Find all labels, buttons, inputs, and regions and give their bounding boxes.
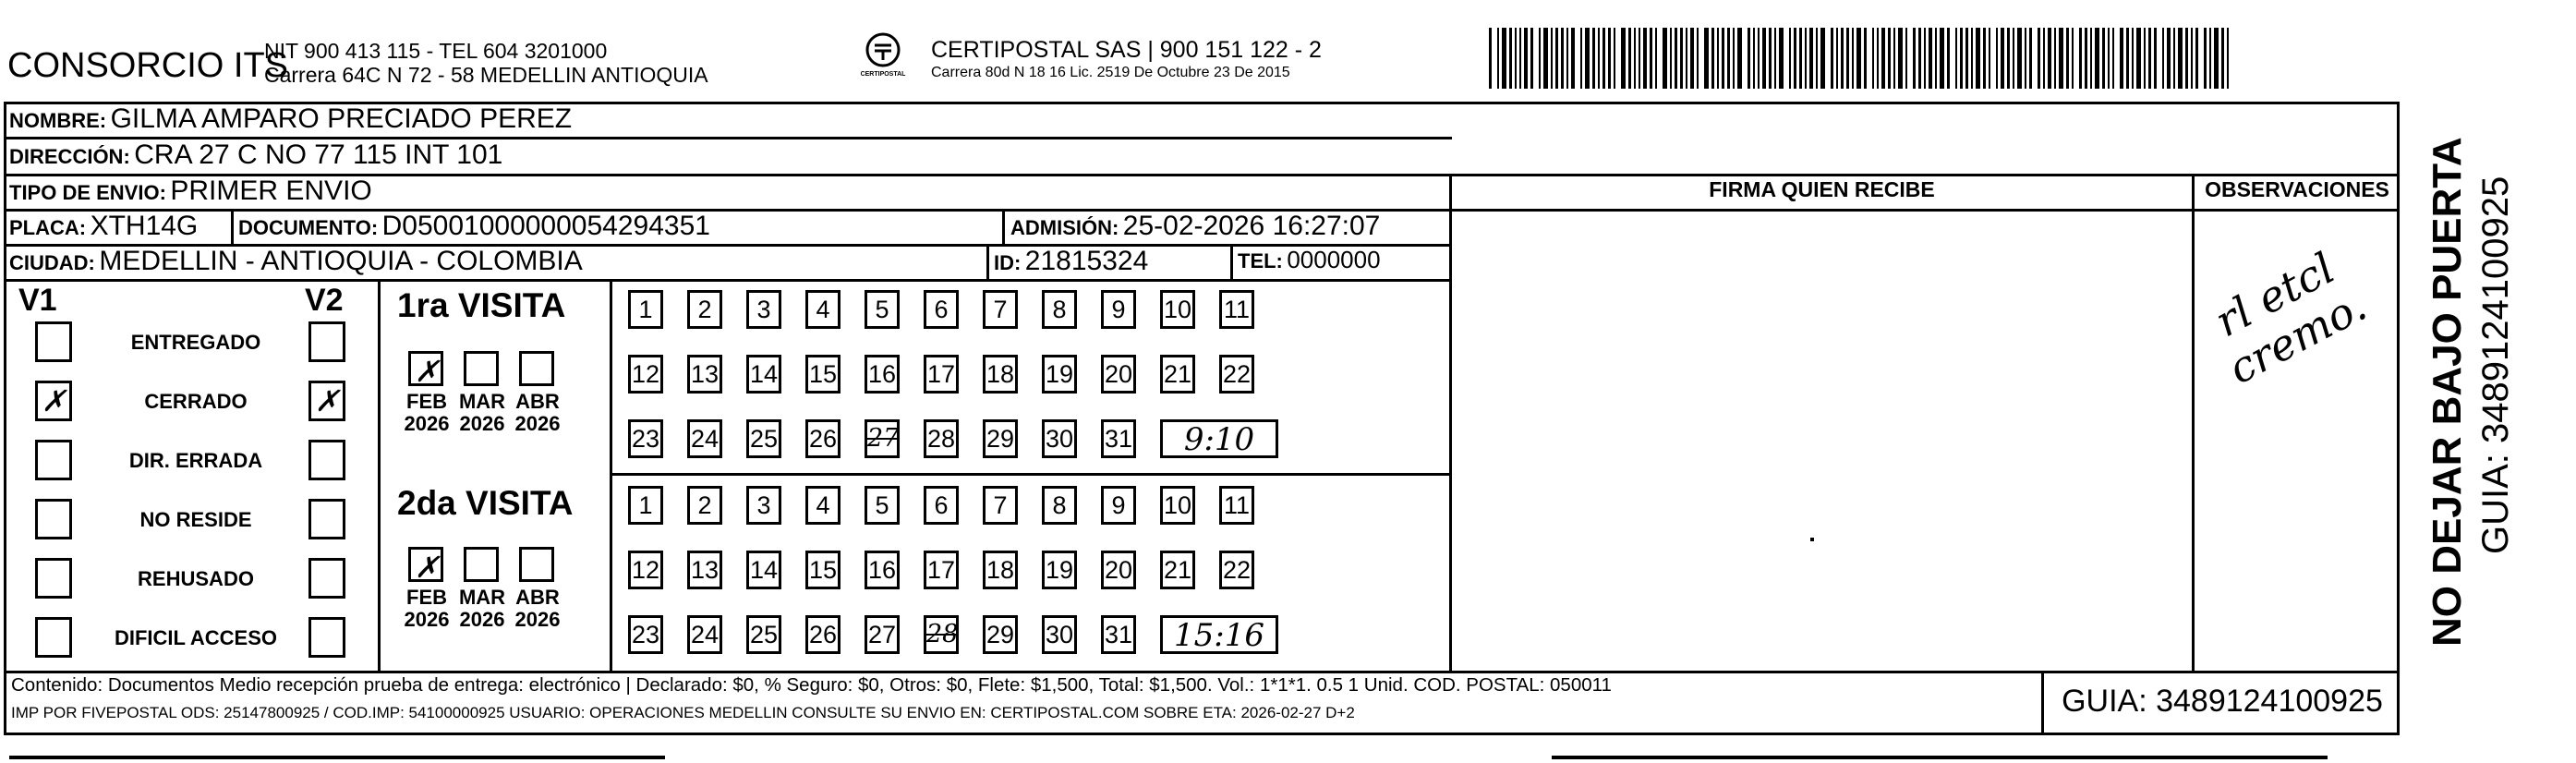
documento-label: DOCUMENTO: <box>238 216 379 239</box>
company-nit: NIT 900 413 115 - TEL 604 3201000 <box>264 39 608 63</box>
barcode-bar <box>2162 28 2164 89</box>
day-box: 31 <box>1101 615 1136 654</box>
barcode-bar <box>2185 28 2188 89</box>
visit2-title: 2da VISITA <box>397 484 574 522</box>
day-box: 31 <box>1101 419 1136 458</box>
tipo-label: TIPO DE ENVIO: <box>9 181 166 204</box>
day-box: 11 <box>1219 290 1254 329</box>
barcode-bar <box>2227 28 2229 89</box>
barcode-bar <box>1489 28 1492 89</box>
barcode-bar <box>1539 28 1541 89</box>
barcode-bar <box>1634 28 1636 89</box>
nombre-value: GILMA AMPARO PRECIADO PEREZ <box>110 103 573 134</box>
barcode-bar <box>1753 28 1755 89</box>
barcode-bar <box>2173 28 2175 89</box>
ciudad-row <box>9 246 583 277</box>
barcode-bar <box>1663 28 1667 89</box>
barcode-bar <box>1913 28 1916 89</box>
day-box: 8 <box>1042 290 1077 329</box>
day-box: 23 <box>628 419 663 458</box>
day-box: 22 <box>1219 355 1254 394</box>
id-label: ID: <box>994 251 1022 274</box>
barcode-bar <box>1628 28 1631 89</box>
v1-checkbox <box>35 617 72 658</box>
barcode-bar <box>1831 28 1833 89</box>
barcode-bar <box>2154 28 2157 89</box>
documento-row <box>238 211 710 242</box>
ciudad-value: MEDELLIN - ANTIOQUIA - COLOMBIA <box>99 246 583 276</box>
placa-row <box>9 211 198 242</box>
barcode-bar <box>1737 28 1742 89</box>
barcode-bar <box>2025 28 2026 89</box>
barcode-bar <box>1940 28 1944 89</box>
year-label: 2026 <box>404 412 450 435</box>
barcode-bar <box>2001 28 2004 89</box>
day-box: 1 <box>628 290 663 329</box>
barcode-bar <box>1947 28 1950 89</box>
month-checkbox <box>464 351 499 386</box>
barcode-bar <box>1888 28 1891 89</box>
barcode-bar <box>2195 28 2198 89</box>
month-label: MAR <box>458 390 506 413</box>
day-box: 1 <box>628 486 663 525</box>
barcode-bar <box>1571 28 1575 89</box>
barcode-bar <box>1852 28 1854 89</box>
day-box: 19 <box>1042 355 1077 394</box>
day-box: 21 <box>1160 355 1195 394</box>
visit-time: 9:10 <box>1160 419 1278 458</box>
day-box: 12 <box>628 551 663 589</box>
barcode-bar <box>1881 28 1885 89</box>
barcode-bar <box>1509 28 1512 89</box>
day-box: 7 <box>983 290 1018 329</box>
day-box: 7 <box>983 486 1018 525</box>
day-box: 2 <box>687 290 722 329</box>
day-box: 9 <box>1101 290 1136 329</box>
barcode-bar <box>2132 28 2134 89</box>
v2-checkbox <box>308 440 345 480</box>
check-mark-icon: ✗ <box>414 550 440 585</box>
day-box: 23 <box>628 615 663 654</box>
footer-content: Contenido: Documentos Medio recepción prueba de entrega: electrónico | Declarado: $0, % Seguro: $0, Otros: $0, Flete: $1,500, Total: $1,500. Vol.: 1*1*1. 0.5 1 Unid. COD. POSTAL: 050011 <box>11 674 1612 696</box>
barcode-bar <box>1614 28 1615 89</box>
direccion-label: DIRECCIÓN: <box>9 145 130 168</box>
side-guia: GUIA: 3489124100925 <box>2475 176 2516 554</box>
tel-value: 0000000 <box>1287 246 1381 273</box>
status-reason: NO RESIDE <box>139 508 252 531</box>
barcode-bar <box>1502 28 1506 89</box>
barcode-bar <box>1965 28 1968 89</box>
id-row <box>994 246 1148 277</box>
barcode-bar <box>2043 28 2045 89</box>
barcode-bar <box>2204 28 2207 89</box>
day-box: 17 <box>924 355 959 394</box>
v2-checkbox <box>308 499 345 539</box>
barcode-bar <box>1690 28 1694 89</box>
barcode-bar <box>2144 28 2146 89</box>
barcode-bar <box>1686 28 1687 89</box>
barcode-bar <box>1598 28 1600 89</box>
day-box: 13 <box>687 551 722 589</box>
barcode-bar <box>1769 28 1772 89</box>
barcode-bar <box>1639 28 1640 89</box>
observaciones-handwritten: rl etcl cremo. <box>2207 242 2375 394</box>
barcode-bar <box>2214 28 2219 89</box>
day-box: 14 <box>746 551 781 589</box>
barcode-bar <box>1983 28 1986 89</box>
barcode-bar <box>1551 28 1553 89</box>
day-box: 21 <box>1160 551 1195 589</box>
signature-mark <box>1810 538 1814 541</box>
barcode-bar <box>1779 28 1784 89</box>
day-box: 10 <box>1160 290 1195 329</box>
day-box: 2 <box>687 486 722 525</box>
ciudad-label: CIUDAD: <box>9 251 95 274</box>
month-checkbox <box>519 547 554 582</box>
barcode-bar <box>1762 28 1766 89</box>
barcode-bar <box>2191 28 2193 89</box>
company-name: CONSORCIO ITS <box>7 46 289 85</box>
barcode-bar <box>1585 28 1590 89</box>
certipostal-logo <box>855 31 911 87</box>
barcode-bar <box>2108 28 2110 89</box>
day-box: 5 <box>865 290 900 329</box>
tel-label: TEL: <box>1238 249 1283 272</box>
day-box: 27 <box>865 615 900 654</box>
check-mark-icon: ✗ <box>314 383 340 418</box>
day-box: 3 <box>746 290 781 329</box>
day-box: 13 <box>687 355 722 394</box>
day-box: 27 <box>865 419 900 458</box>
barcode-bar <box>1748 28 1750 89</box>
barcode-bar <box>1960 28 1963 89</box>
barcode-bar <box>2148 28 2151 89</box>
day-box: 24 <box>687 419 722 458</box>
day-box: 3 <box>746 486 781 525</box>
carrier-address: Carrera 80d N 18 16 Lic. 2519 De Octubre 23 De 2015 <box>931 65 1290 80</box>
nombre-row <box>9 103 572 135</box>
year-label: 2026 <box>459 608 505 631</box>
barcode-bar <box>2095 28 2099 89</box>
day-box: 28 <box>924 615 959 654</box>
barcode-bar <box>1898 28 1903 89</box>
v1-checkbox <box>35 381 72 421</box>
barcode-bar <box>2178 28 2183 89</box>
day-box: 20 <box>1101 551 1136 589</box>
visit1-title: 1ra VISITA <box>397 286 566 324</box>
day-box: 18 <box>983 355 1018 394</box>
status-reason: DIFICIL ACCESO <box>114 626 277 649</box>
direccion-value: CRA 27 C NO 77 115 INT 101 <box>134 139 503 170</box>
barcode-bar <box>1519 28 1521 89</box>
certipostal-logo-icon <box>863 31 903 68</box>
barcode-bar <box>1704 28 1709 89</box>
placa-label: PLACA: <box>9 216 87 239</box>
barcode <box>1489 28 2232 89</box>
barcode-bar <box>1722 28 1724 89</box>
year-label: 2026 <box>459 412 505 435</box>
month-label: FEB <box>406 390 447 413</box>
barcode-bar <box>2112 28 2114 89</box>
barcode-bar <box>2017 28 2022 89</box>
day-box: 12 <box>628 355 663 394</box>
day-box: 18 <box>983 551 1018 589</box>
day-box: 19 <box>1042 551 1077 589</box>
day-box: 15 <box>805 551 841 589</box>
day-box: 9 <box>1101 486 1136 525</box>
v2-checkbox <box>308 558 345 599</box>
barcode-bar <box>2221 28 2224 89</box>
barcode-bar <box>1799 28 1802 89</box>
barcode-bar <box>1608 28 1611 89</box>
barcode-bar <box>1543 28 1548 89</box>
day-box: 28 <box>924 419 959 458</box>
barcode-bar <box>2054 28 2056 89</box>
barcode-bar <box>2136 28 2141 89</box>
day-box: 26 <box>805 615 841 654</box>
month-checkbox <box>519 351 554 386</box>
barcode-bar <box>1816 28 1818 89</box>
barcode-bar <box>2167 28 2171 89</box>
admision-row <box>1010 211 1380 242</box>
barcode-bar <box>2038 28 2040 89</box>
barcode-bar <box>2090 28 2092 89</box>
day-box: 29 <box>983 615 1018 654</box>
month-label: FEB <box>406 586 447 609</box>
v2-checkbox <box>308 321 345 362</box>
day-box: 15 <box>805 355 841 394</box>
admision-label: ADMISIÓN: <box>1010 216 1119 239</box>
month-label: MAR <box>458 586 506 609</box>
month-checkbox <box>408 351 443 389</box>
barcode-bar <box>1918 28 1921 89</box>
day-box: 10 <box>1160 486 1195 525</box>
month-label: ABR <box>515 390 560 413</box>
barcode-bar <box>1805 28 1807 89</box>
barcode-bar <box>1580 28 1582 89</box>
barcode-bar <box>1976 28 1980 89</box>
v1-checkbox <box>35 558 72 599</box>
v2-checkbox <box>308 617 345 658</box>
barcode-bar <box>1733 28 1735 89</box>
carrier-name: CERTIPOSTAL SAS | 900 151 122 - 2 <box>931 37 1322 63</box>
day-box: 6 <box>924 486 959 525</box>
barcode-bar <box>1789 28 1791 89</box>
tipo-row <box>9 176 372 207</box>
direccion-row <box>9 139 502 171</box>
barcode-bar <box>1650 28 1652 89</box>
day-box: 29 <box>983 419 1018 458</box>
documento-value: D05001000000054294351 <box>381 211 710 241</box>
day-box: 26 <box>805 419 841 458</box>
barcode-bar <box>1621 28 1626 89</box>
barcode-bar <box>1697 28 1699 89</box>
barcode-bar <box>2126 28 2129 89</box>
day-box: 11 <box>1219 486 1254 525</box>
day-box: 30 <box>1042 615 1077 654</box>
barcode-bar <box>1561 28 1564 89</box>
barcode-bar <box>2102 28 2105 89</box>
status-reason: REHUSADO <box>138 567 254 590</box>
year-label: 2026 <box>404 608 450 631</box>
day-box: 16 <box>865 551 900 589</box>
barcode-bar <box>1774 28 1776 89</box>
logo-text: CERTIPOSTAL <box>860 71 906 78</box>
v1-label: V1 <box>18 283 57 318</box>
barcode-bar <box>1905 28 1907 89</box>
day-box: 30 <box>1042 419 1077 458</box>
day-box: 5 <box>865 486 900 525</box>
check-mark-icon: ✗ <box>41 383 67 418</box>
firma-header: FIRMA QUIEN RECIBE <box>1709 177 1935 201</box>
barcode-bar <box>1820 28 1825 89</box>
day-box: 22 <box>1219 551 1254 589</box>
year-label: 2026 <box>514 412 561 435</box>
barcode-bar <box>1758 28 1760 89</box>
barcode-bar <box>1680 28 1683 89</box>
admision-value: 25-02-2026 16:27:07 <box>1122 211 1381 241</box>
id-value: 21815324 <box>1024 246 1149 276</box>
barcode-bar <box>1924 28 1926 89</box>
barcode-bar <box>1996 28 1998 89</box>
barcode-bar <box>1893 28 1895 89</box>
barcode-bar <box>1497 28 1499 89</box>
barcode-bar <box>1670 28 1672 89</box>
barcode-bar <box>1524 28 1528 89</box>
barcode-bar <box>1711 28 1714 89</box>
day-box: 25 <box>746 615 781 654</box>
month-checkbox <box>464 547 499 582</box>
barcode-bar <box>1856 28 1861 89</box>
day-box: 16 <box>865 355 900 394</box>
day-box: 6 <box>924 290 959 329</box>
barcode-bar <box>2085 28 2087 89</box>
v1-checkbox <box>35 440 72 480</box>
barcode-bar <box>1717 28 1719 89</box>
barcode-bar <box>1592 28 1595 89</box>
barcode-bar <box>1864 28 1867 89</box>
barcode-bar <box>1989 28 1990 89</box>
day-box: 14 <box>746 355 781 394</box>
barcode-bar <box>1675 28 1677 89</box>
barcode-bar <box>2079 28 2082 89</box>
check-mark-icon: ✗ <box>414 354 440 389</box>
barcode-bar <box>1935 28 1937 89</box>
v1-checkbox <box>35 499 72 539</box>
barcode-bar <box>2013 28 2014 89</box>
barcode-bar <box>1515 28 1517 89</box>
day-box: 4 <box>805 486 841 525</box>
barcode-bar <box>1809 28 1813 89</box>
barcode-bar <box>1872 28 1874 89</box>
barcode-bar <box>1929 28 1932 89</box>
barcode-bar <box>2209 28 2211 89</box>
month-checkbox <box>408 547 443 585</box>
barcode-bar <box>1602 28 1605 89</box>
barcode-bar <box>2029 28 2032 89</box>
barcode-bar <box>2072 28 2074 89</box>
barcode-bar <box>1555 28 1558 89</box>
barcode-bar <box>1971 28 1973 89</box>
barcode-bar <box>2120 28 2123 89</box>
tipo-value: PRIMER ENVIO <box>170 176 372 206</box>
observaciones-header: OBSERVACIONES <box>2205 177 2389 201</box>
barcode-bar <box>1727 28 1730 89</box>
barcode-bar <box>2059 28 2063 89</box>
footer-print-info: IMP POR FIVEPOSTAL ODS: 25147800925 / COD.IMP: 54100000925 USUARIO: OPERACIONES MEDELLIN CONSULTE SU ENVIO EN: CERTIPOSTAL.COM SOBRE ETA: 2026-02-27 D+2 <box>11 704 1355 721</box>
status-reason: CERRADO <box>144 390 248 413</box>
day-box: 8 <box>1042 486 1077 525</box>
barcode-bar <box>2066 28 2069 89</box>
company-address: Carrera 64C N 72 - 58 MEDELLIN ANTIOQUIA <box>264 63 708 87</box>
tel-row <box>1238 246 1381 274</box>
day-box: 17 <box>924 551 959 589</box>
barcode-bar <box>1841 28 1844 89</box>
placa-value: XTH14G <box>90 211 199 241</box>
barcode-bar <box>1877 28 1879 89</box>
day-box: 4 <box>805 290 841 329</box>
barcode-bar <box>1530 28 1533 89</box>
barcode-bar <box>1955 28 1957 89</box>
barcode-bar <box>1643 28 1647 89</box>
barcode-bar <box>1794 28 1796 89</box>
v1-checkbox <box>35 321 72 362</box>
v2-checkbox <box>308 381 345 421</box>
year-label: 2026 <box>514 608 561 631</box>
side-warning: NO DEJAR BAJO PUERTA <box>2425 137 2470 647</box>
visit-time: 15:16 <box>1160 615 1278 654</box>
barcode-bar <box>1846 28 1849 89</box>
barcode-bar <box>1655 28 1657 89</box>
day-box: 25 <box>746 419 781 458</box>
day-box: 24 <box>687 615 722 654</box>
day-box: 20 <box>1101 355 1136 394</box>
status-reason: ENTREGADO <box>130 331 261 354</box>
barcode-bar <box>1836 28 1838 89</box>
barcode-bar <box>1566 28 1568 89</box>
month-label: ABR <box>515 586 560 609</box>
barcode-bar <box>2007 28 2010 89</box>
footer-guia: GUIA: 3489124100925 <box>2062 684 2383 719</box>
status-reason: DIR. ERRADA <box>128 449 263 472</box>
barcode-bar <box>2048 28 2051 89</box>
nombre-label: NOMBRE: <box>9 109 107 132</box>
v2-label: V2 <box>305 283 344 318</box>
